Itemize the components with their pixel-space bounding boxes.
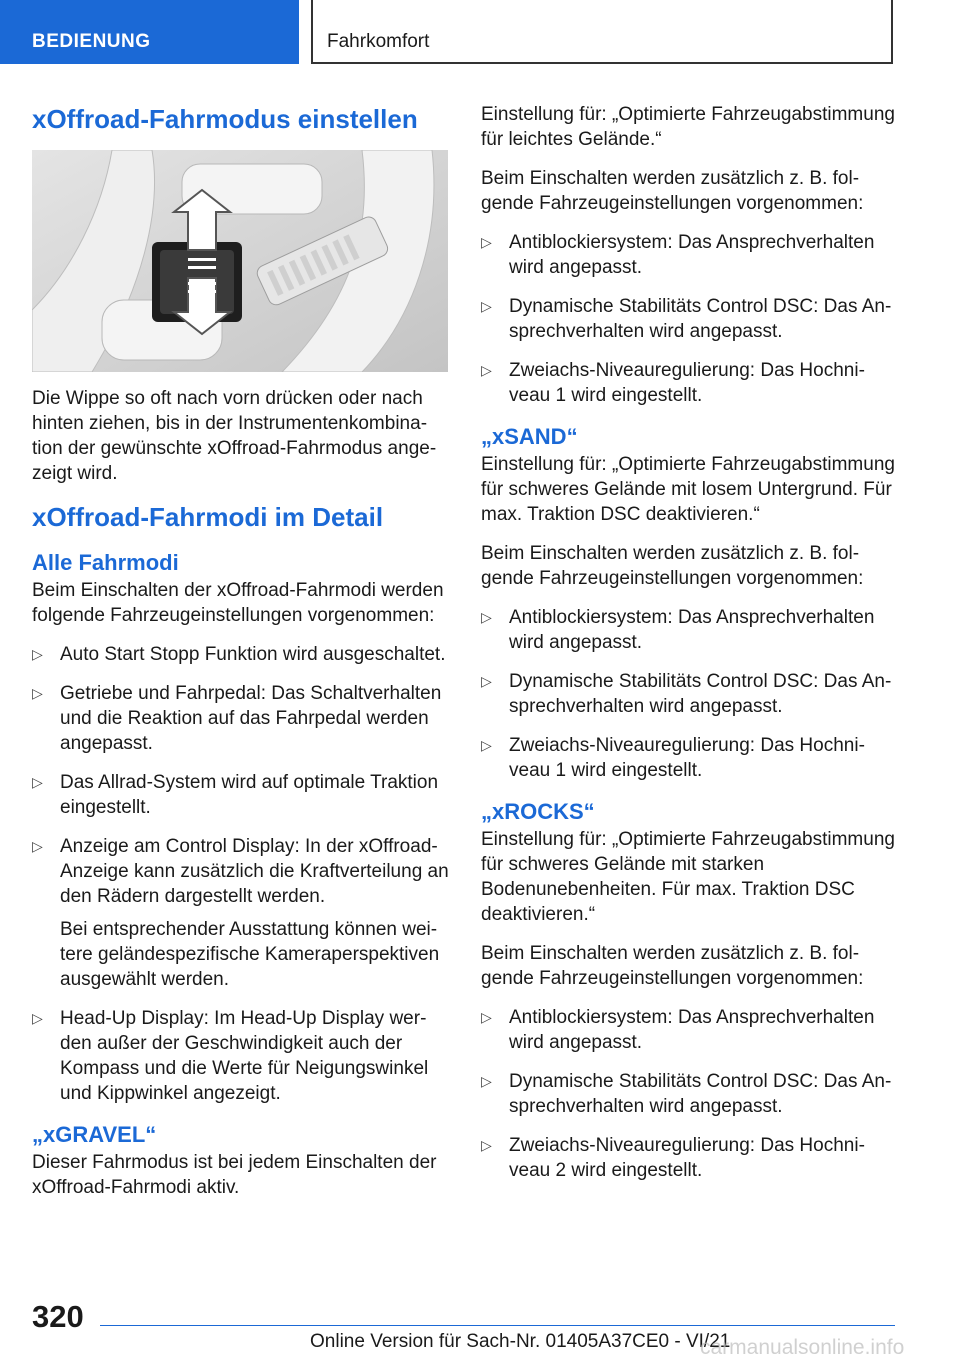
list-item: ▷ Head-Up Display: Im Head-Up Display werden außer der Geschwindigkeit auch der Kompass und die Werte für Neigungswinkel und Kippwinkel angezeigt.: [32, 1008, 429, 1104]
rocks-title: „xROCKS“: [481, 799, 595, 824]
sand-title: „xSAND“: [481, 424, 578, 449]
gravel-intro: Beim Einschalten werden zusätzlich z. B. folgende Fahrzeugeinstellungen vorgenommen:: [481, 168, 864, 214]
list-item: ▷ Getriebe und Fahrpedal: Das Schaltverhalten und die Reaktion auf das Fahrpedal werden angepasst.: [32, 683, 442, 754]
left-column: [32, 102, 450, 1214]
chapter-tab: [311, 0, 893, 64]
rocks-setting: Einstellung für: „Optimierte Fahrzeugabstimmung für schweres Gelände mit starken Bodenunebenheiten. Für max. Traktion DSC deaktivieren.“: [481, 829, 895, 925]
section-title: xOffroad-Fahrmodus einstellen: [32, 104, 418, 134]
list-item: ▷ Zweiachs-Niveauregulierung: Das Hochniveau 2 wird eingestellt.: [481, 1135, 865, 1181]
list-item: ▷ Antiblockiersystem: Das Ansprechverhalten wird angepasst.: [481, 232, 875, 278]
gravel-setting: Einstellung für: „Optimierte Fahrzeugabstimmung für leichtes Gelände.“: [481, 104, 895, 150]
triangle-bullet-icon: ▷: [32, 838, 43, 854]
list-item: ▷ Anzeige am Control Display: In der xOffroad-Anzeige kann zusätzlich die Kraftverteilung an den Rädern dargestellt werden. Bei entsprechender Ausstattung können weitere geländespezifische Kameraperspektiven ausgewählt werden.: [32, 836, 449, 990]
triangle-bullet-icon: ▷: [32, 685, 43, 701]
detail-title: xOffroad-Fahrmodi im Detail: [32, 502, 384, 532]
list-item: ▷ Zweiachs-Niveauregulierung: Das Hochniveau 1 wird eingestellt.: [481, 735, 865, 781]
triangle-bullet-icon: ▷: [481, 1137, 492, 1153]
chapter-label: Fahrkomfort: [327, 31, 430, 52]
triangle-bullet-icon: ▷: [481, 1009, 492, 1025]
footer-divider: [100, 1325, 895, 1326]
gravel-text: Dieser Fahrmodus ist bei jedem Einschalten der xOffroad-Fahrmodi aktiv.: [32, 1152, 437, 1198]
list-item: ▷ Dynamische Stabilitäts Control DSC: Das Ansprechverhalten wird angepasst.: [481, 1071, 892, 1117]
list-item: ▷ Antiblockiersystem: Das Ansprechverhalten wird angepasst.: [481, 1007, 875, 1053]
all-modes-list: [32, 642, 450, 1106]
triangle-bullet-icon: ▷: [481, 234, 492, 250]
triangle-bullet-icon: ▷: [481, 609, 492, 625]
section-tab: [0, 0, 299, 64]
gravel-title: „xGRAVEL“: [32, 1122, 157, 1147]
list-item: ▷ Dynamische Stabilitäts Control DSC: Das Ansprechverhalten wird angepasst.: [481, 296, 892, 342]
photo-caption: Die Wippe so oft nach vorn drücken oder nach hinten ziehen, bis in der Instrumentenkombination der gewünschte xOffroad-Fahrmodus angezeigt wird.: [32, 388, 437, 484]
page-number: 320: [32, 1299, 84, 1334]
triangle-bullet-icon: ▷: [481, 673, 492, 689]
triangle-bullet-icon: ▷: [481, 737, 492, 753]
rocks-intro: Beim Einschalten werden zusätzlich z. B. folgende Fahrzeugeinstellungen vorgenommen:: [481, 943, 864, 989]
list-item: ▷ Antiblockiersystem: Das Ansprechverhalten wird angepasst.: [481, 607, 875, 653]
gravel-list: [481, 230, 899, 408]
triangle-bullet-icon: ▷: [32, 774, 43, 790]
triangle-bullet-icon: ▷: [32, 1010, 43, 1026]
all-modes-intro: Beim Einschalten der xOffroad-Fahrmodi werden folgende Fahrzeugeinstellungen vorgenommen:: [32, 580, 444, 626]
watermark: carmanualsonline.info: [700, 1336, 905, 1359]
list-item: ▷ Zweiachs-Niveauregulierung: Das Hochniveau 1 wird eingestellt.: [481, 360, 865, 406]
list-item: ▷ Dynamische Stabilitäts Control DSC: Das Ansprechverhalten wird angepasst.: [481, 671, 892, 717]
triangle-bullet-icon: ▷: [481, 298, 492, 314]
triangle-bullet-icon: ▷: [32, 646, 43, 662]
rocker-switch-photo: [32, 150, 448, 372]
rocks-list: [481, 1005, 899, 1183]
all-modes-title: Alle Fahrmodi: [32, 550, 179, 575]
list-item: ▷ Auto Start Stopp Funktion wird ausgeschaltet.: [32, 644, 446, 665]
list-item: ▷ Das Allrad-System wird auf optimale Traktion eingestellt.: [32, 772, 439, 818]
footer-version-text: Online Version für Sach-Nr. 01405A37CE0 - VI/21: [310, 1331, 731, 1352]
sand-intro: Beim Einschalten werden zusätzlich z. B. folgende Fahrzeugeinstellungen vorgenommen:: [481, 543, 864, 589]
triangle-bullet-icon: ▷: [481, 362, 492, 378]
list-item-note: Bei entsprechender Ausstattung können weitere geländespezifische Kameraperspektiven ausgewählt werden.: [60, 919, 440, 990]
section-label: BEDIENUNG: [32, 31, 151, 52]
right-column: [481, 102, 899, 1197]
sand-list: [481, 605, 899, 783]
sand-setting: Einstellung für: „Optimierte Fahrzeugabstimmung für schweres Gelände mit losem Untergrund. Für max. Traktion DSC deaktivieren.“: [481, 454, 895, 525]
triangle-bullet-icon: ▷: [481, 1073, 492, 1089]
